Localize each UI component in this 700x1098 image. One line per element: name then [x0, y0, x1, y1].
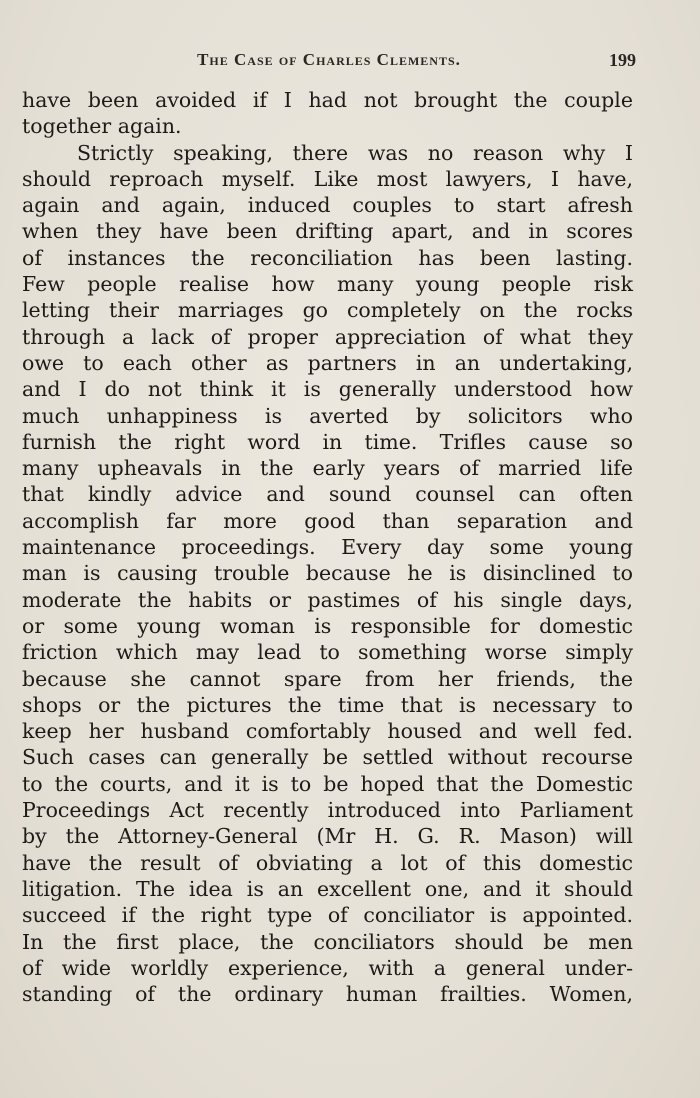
text-line: keep her husband comfortably housed and well fed.: [22, 719, 633, 744]
text-line: have been avoided if I had not brought the couple: [22, 88, 633, 112]
text-line: again and again, induced couples to start afresh: [22, 193, 633, 218]
text-line: furnish the right word in time. Trifles cause so: [22, 429, 633, 454]
text-line: much unhappiness is averted by solicitors who: [22, 403, 633, 428]
text-line: maintenance proceedings. Every day some young: [22, 535, 633, 560]
text-line: standing of the ordinary human frailties. Women,: [22, 982, 633, 1007]
text-line: because she cannot spare from her friends, the: [22, 666, 633, 691]
text-line: owe to each other as partners in an undertaking,: [22, 350, 633, 375]
text-line: accomplish far more good than separation and: [22, 508, 633, 533]
text-line: and I do not think it is generally understood how: [22, 377, 633, 402]
text-line: litigation. The idea is an excellent one, and it should: [22, 876, 633, 901]
text-line: by the Attorney-General (Mr H. G. R. Mason) will: [22, 824, 633, 849]
text-line: that kindly advice and sound counsel can often: [22, 482, 633, 507]
text-line: should reproach myself. Like most lawyers, I have,: [22, 166, 633, 191]
text-line: Few people realise how many young people risk: [22, 272, 633, 297]
text-line: In the first place, the conciliators should be men: [22, 929, 633, 954]
text-line: or some young woman is responsible for domestic: [22, 613, 633, 638]
text-line: friction which may lead to something worse simply: [22, 640, 633, 665]
text-line: when they have been drifting apart, and in scores: [22, 219, 633, 244]
text-line: have the result of obviating a lot of this domestic: [22, 850, 633, 875]
body-text: [22, 87, 633, 1007]
text-line: to the courts, and it is to be hoped that the Domestic: [22, 771, 633, 796]
text-line: Strictly speaking, there was no reason why I: [77, 140, 633, 165]
text-line: shops or the pictures the time that is necessary to: [22, 692, 633, 717]
text-line: of wide worldly experience, with a general under-: [22, 955, 633, 980]
text-line: Proceedings Act recently introduced into Parliament: [22, 798, 633, 823]
running-title: The Case of Charles Clements.: [197, 50, 461, 69]
text-line: through a lack of proper appreciation of what they: [22, 324, 633, 349]
text-line: moderate the habits or pastimes of his single days,: [22, 587, 633, 612]
text-line: letting their marriages go completely on the rocks: [22, 298, 633, 323]
text-line: succeed if the right type of conciliator is appointed.: [22, 903, 633, 928]
text-line: Such cases can generally be settled without recourse: [22, 745, 633, 770]
text-line: of instances the reconciliation has been lasting.: [22, 245, 633, 270]
text-line: man is causing trouble because he is disinclined to: [22, 561, 633, 586]
page-number: 199: [609, 50, 636, 70]
text-line: together again.: [22, 114, 182, 139]
text-line: many upheavals in the early years of married life: [22, 456, 633, 481]
running-head: [22, 50, 636, 74]
